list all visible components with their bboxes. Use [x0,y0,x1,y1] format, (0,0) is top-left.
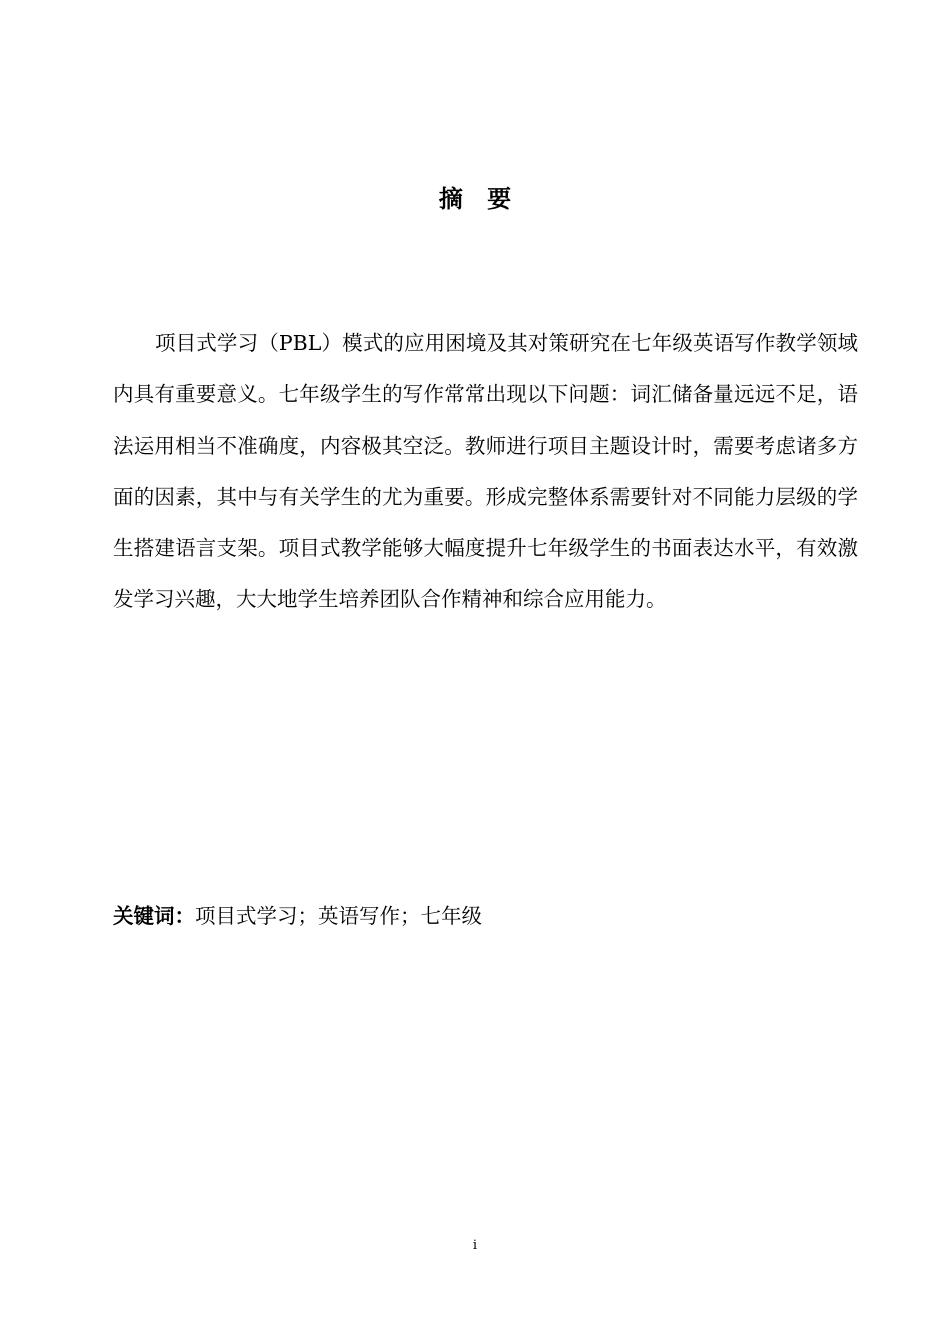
keywords-line [113,896,858,936]
abstract-paragraph: 项目式学习（PBL）模式的应用困境及其对策研究在七年级英语写作教学领域内具有重要意义。七年级学生的写作常常出现以下问题：词汇储备量远远不足，语法运用相当不准确度，内容极其空泛。教师进行项目主题设计时，需要考虑诸多方面的因素，其中与有关学生的尤为重要。形成完整体系需要针对不同能力层级的学生搭建语言支架。项目式教学能够大幅度提升七年级学生的书面表达水平，有效激发学习兴趣，大大地学生培养团队合作精神和综合应用能力。 [113,331,858,612]
page-title: 摘 要 [438,185,520,213]
page-number: i [472,1238,478,1253]
keywords-value: 项目式学习；英语写作；七年级 [195,904,482,928]
keywords-label: 关键词： [113,904,195,928]
